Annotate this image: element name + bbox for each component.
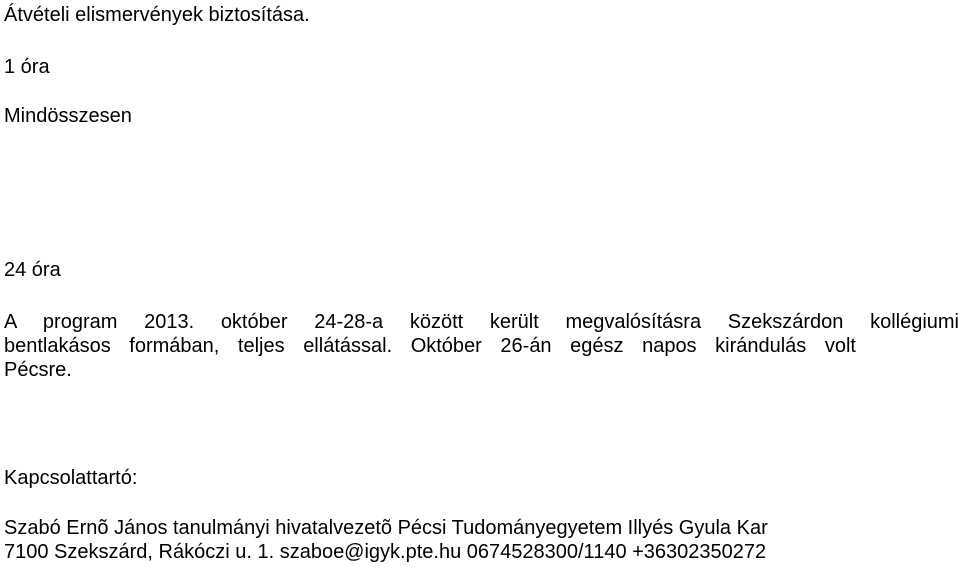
contact-line: 7100 Szekszárd, Rákóczi u. 1. szaboe@igyk.pte.hu 0674528300/1140 +36302350272 <box>4 541 767 563</box>
contact-label: Kapcsolattartó: <box>4 467 138 489</box>
duration-text: 1 óra <box>4 56 50 78</box>
contact-details <box>4 516 904 564</box>
description-line: A program 2013. október 24-28-a között került megvalósításra Szekszárdon kollégiumi <box>4 311 959 333</box>
description-line: Pécsre. <box>4 359 72 381</box>
contact-line: Szabó Ernõ János tanulmányi hivatalvezetõ Pécsi Tudományegyetem Illyés Gyula Kar <box>4 517 768 539</box>
total-value: 24 óra <box>4 259 61 281</box>
total-label: Mindösszesen <box>4 105 132 127</box>
description-line: bentlakásos formában, teljes ellátással. Október 26-án egész napos kirándulás volt <box>4 335 856 357</box>
section-heading: Átvételi elismervények biztosítása. <box>4 4 310 26</box>
program-description <box>4 310 959 382</box>
